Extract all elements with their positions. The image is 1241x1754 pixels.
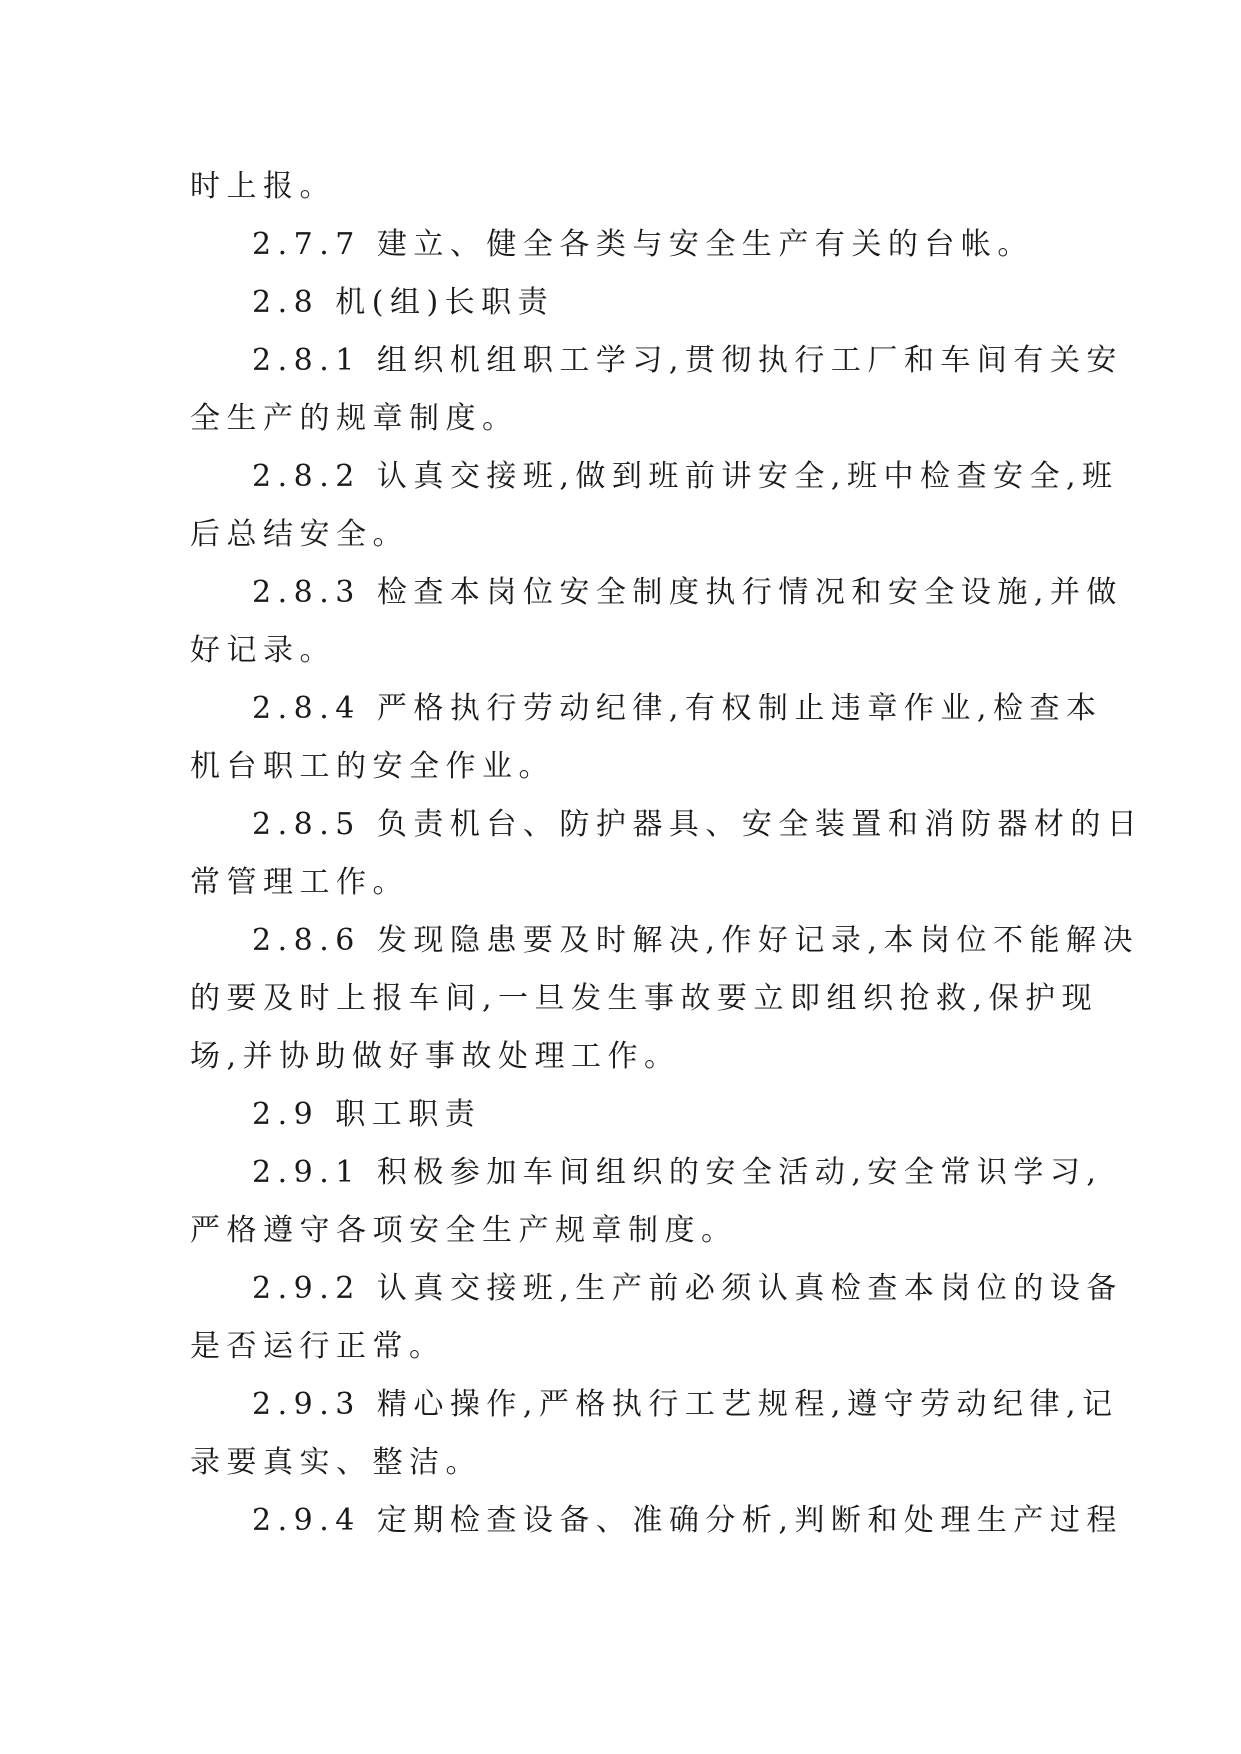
text-line: 全生产的规章制度。 — [190, 401, 519, 436]
text-line: 严格遵守各项安全生产规章制度。 — [190, 1213, 738, 1248]
clause-2-8-6: 2.8.6 发现隐患要及时解决,作好记录,本岗位不能解决 — [252, 923, 1139, 958]
text-line: 时上报。 — [190, 169, 336, 204]
clause-2-9-3: 2.9.3 精心操作,严格执行工艺规程,遵守劳动纪律,记 — [252, 1387, 1119, 1422]
text-line: 场,并协助做好事故处理工作。 — [190, 1039, 681, 1074]
clause-2-8-5: 2.8.5 负责机台、防护器具、安全装置和消防器材的日 — [252, 807, 1144, 842]
clause-2-8-3: 2.8.3 检查本岗位安全制度执行情况和安全设施,并做 — [252, 575, 1123, 610]
clause-2-9-2: 2.9.2 认真交接班,生产前必须认真检查本岗位的设备 — [252, 1271, 1123, 1306]
clause-2-7-7: 2.7.7 建立、健全各类与安全生产有关的台帐。 — [252, 227, 1034, 262]
text-line: 录要真实、整洁。 — [190, 1445, 482, 1480]
clause-2-8-4: 2.8.4 严格执行劳动纪律,有权制止违章作业,检查本 — [252, 691, 1103, 726]
text-line: 常管理工作。 — [190, 865, 409, 900]
section-heading-2-8: 2.8 机(组)长职责 — [252, 285, 555, 320]
text-line: 好记录。 — [190, 633, 336, 668]
clause-2-8-1: 2.8.1 组织机组职工学习,贯彻执行工厂和车间有关安 — [252, 343, 1123, 378]
clause-2-8-2: 2.8.2 认真交接班,做到班前讲安全,班中检查安全,班 — [252, 459, 1119, 494]
clause-2-9-4: 2.9.4 定期检查设备、准确分析,判断和处理生产过程 — [252, 1503, 1123, 1538]
document-body — [190, 158, 1144, 1550]
clause-2-9-1: 2.9.1 积极参加车间组织的安全活动,安全常识学习, — [252, 1155, 1103, 1190]
text-line: 后总结安全。 — [190, 517, 409, 552]
text-line: 机台职工的安全作业。 — [190, 749, 555, 784]
section-heading-2-9: 2.9 职工职责 — [252, 1097, 482, 1132]
text-line: 的要及时上报车间,一旦发生事故要立即组织抢救,保护现 — [190, 981, 1099, 1016]
text-line: 是否运行正常。 — [190, 1329, 446, 1364]
